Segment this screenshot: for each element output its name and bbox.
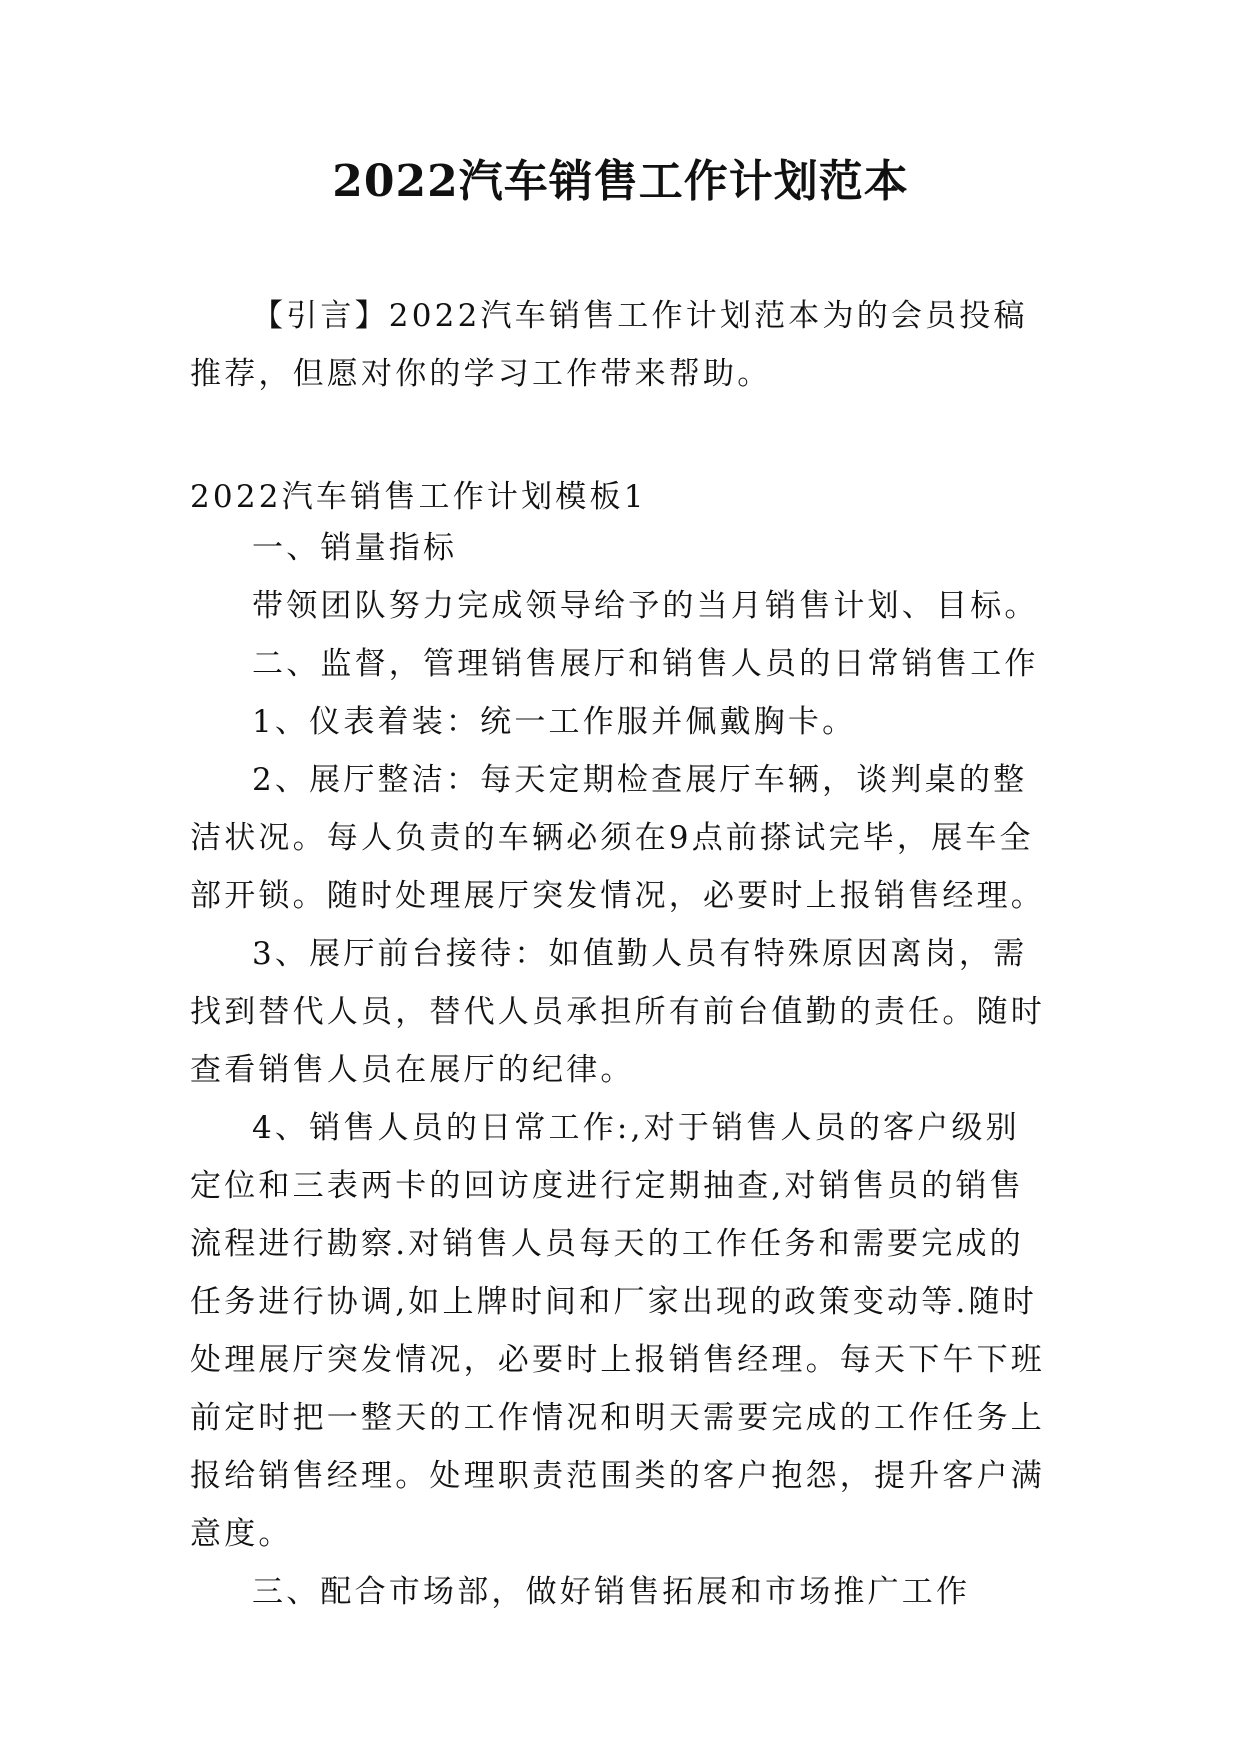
document-body — [190, 519, 1050, 1621]
document-title: 2022汽车销售工作计划范本 — [332, 156, 909, 207]
paragraph: 带领团队努力完成领导给予的当月销售计划、目标。 — [252, 588, 1039, 624]
paragraph-heading-2: 二、监督，管理销售展厅和销售人员的日常销售工作 — [252, 646, 1039, 682]
paragraph: 4、销售人员的日常工作:,对于销售人员的客户级别定位和三表两卡的回访度进行定期抽查,对销售员的销售流程进行勘察.对销售人员每天的工作任务和需要完成的任务进行协调,如上牌时间和厂家出现的政策变动等.随时处理展厅突发情况，必要时上报销售经理。每天下午下班前定时把一整天的工作情况和明天需要完成的工作任务上报给销售经理。处理职责范围类的客户抱怨，提升客户满意度。 — [190, 1110, 1045, 1552]
paragraph-heading-3: 三、配合市场部，做好销售拓展和市场推广工作 — [252, 1574, 971, 1610]
paragraph: 2、展厅整洁：每天定期检查展厅车辆，谈判桌的整洁状况。每人负责的车辆必须在9点前搽试完毕，展车全部开锁。随时处理展厅突发情况，必要时上报销售经理。 — [190, 762, 1045, 914]
intro-paragraph: 【引言】2022汽车销售工作计划范本为的会员投稿推荐，但愿对你的学习工作带来帮助。 — [190, 298, 1028, 392]
paragraph: 1、仪表着装：统一工作服并佩戴胸卡。 — [252, 704, 857, 740]
section-subheading: 2022汽车销售工作计划模板1 — [190, 479, 647, 515]
paragraph: 3、展厅前台接待：如值勤人员有特殊原因离岗，需找到替代人员，替代人员承担所有前台值勤的责任。随时查看销售人员在展厅的纪律。 — [190, 936, 1045, 1088]
paragraph-heading-1: 一、销量指标 — [252, 530, 458, 566]
